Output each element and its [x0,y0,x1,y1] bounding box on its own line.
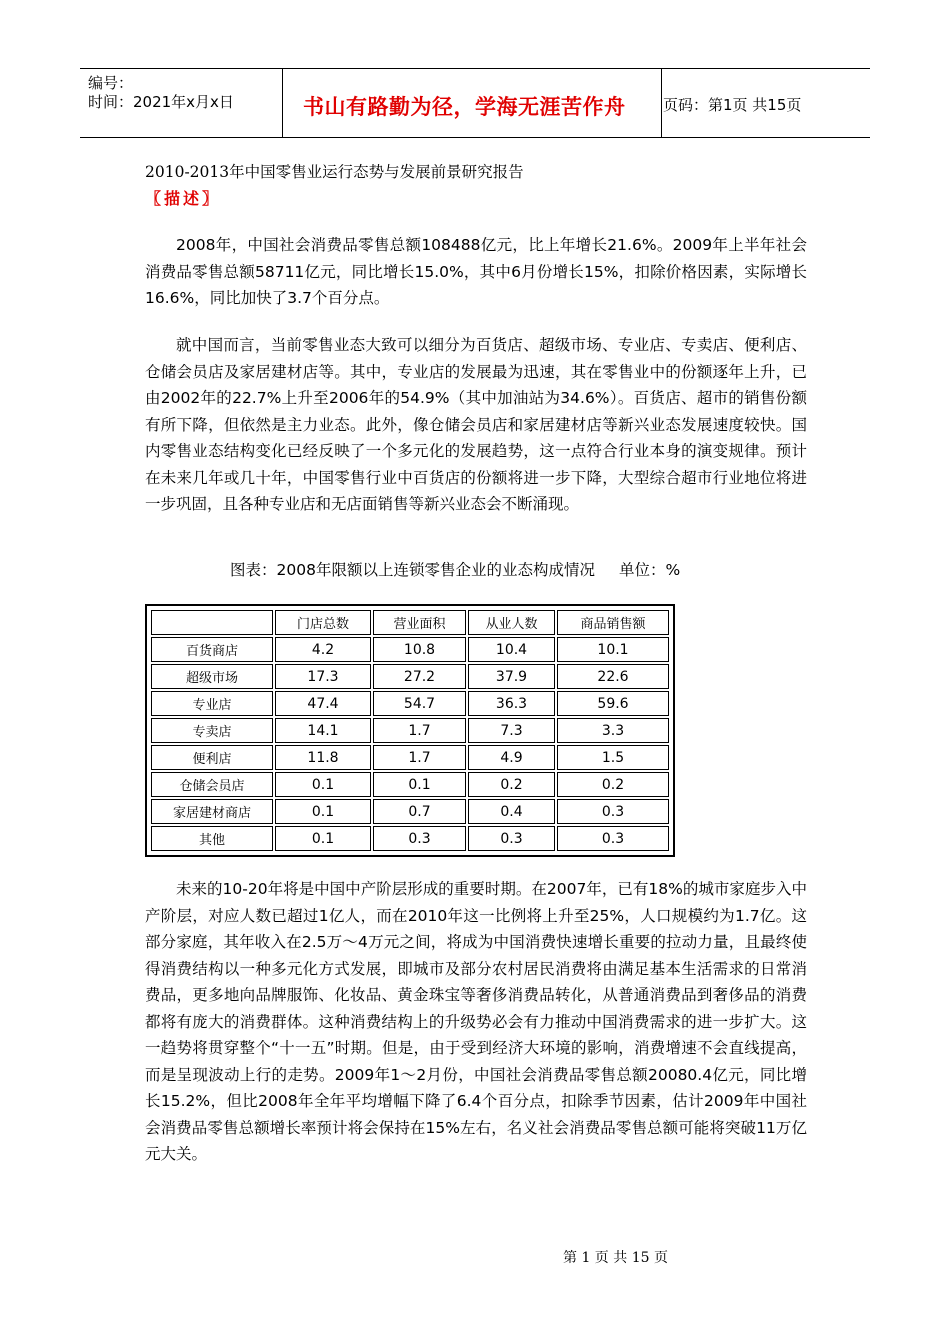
table-caption [230,558,680,580]
data-table-frame [145,604,675,857]
value-cell: 27.2 [373,664,466,689]
column-header: 营业面积 [373,610,466,635]
column-header [151,610,273,635]
value-cell: 0.2 [557,772,669,797]
table-row [151,826,669,851]
value-cell: 7.3 [468,718,555,743]
value-cell: 0.7 [373,799,466,824]
header-page-cell [663,69,870,137]
section-label: 〖描述〗 [145,189,222,208]
value-cell: 0.1 [373,772,466,797]
paragraph: 未来的10-20年将是中国中产阶层形成的重要时期。在2007年，已有18%的城市家庭步入中产阶层，对应人数已超过1亿人，而在2010年这一比例将上升至25%，人口规模约为1.7亿。这部分家庭，其年收入在2.5万～4万元之间，将成为中国消费快速增长重要的拉动力量，且最终使得消费结构以一种多元化方式发展，即城市及部分农村居民消费将由满足基本生活需求的日常消费品，更多地向品牌服饰、化妆品、黄金珠宝等奢侈消费品转化，从普通消费品到奢侈品的消费都将有庞大的消费群体。这种消费结构上的升级势必会有力推动中国消费需求的进一步扩大。这一趋势将贯穿整个“十一五”时期。但是，由于受到经济大环境的影响，消费增速不会直线提高，而是呈现波动上行的走势。2009年1～2月份，中国社会消费品零售总额20080.4亿元，同比增长15.2%，但比2008年全年平均增幅下降了6.4个百分点，扣除季节因素，估计2009年中国社会消费品零售总额增长率预计将会保持在15%左右，名义社会消费品零售总额可能将突破11万亿元大关。 [145,880,807,1163]
value-cell: 14.1 [275,718,371,743]
value-cell: 4.2 [275,637,371,662]
time-label: 时间：2021年x月x日 [88,93,234,111]
value-cell: 36.3 [468,691,555,716]
serial-label: 编号： [88,74,134,92]
table-row [151,664,669,689]
value-cell: 54.7 [373,691,466,716]
paragraph: 2008年，中国社会消费品零售总额108488亿元，比上年增长21.6%。2009年上半年社会消费品零售总额58711亿元，同比增长15.0%，其中6月份增长15%，扣除价格因素，实际增长16.6%，同比加快了3.7个百分点。 [145,236,807,307]
header-motto: 书山有路勤为径，学海无涯苦作舟 [303,95,626,119]
value-cell: 3.3 [557,718,669,743]
page-footer: 第 1 页 共 15 页 [563,1250,668,1266]
value-cell: 47.4 [275,691,371,716]
row-label-cell: 便利店 [151,745,273,770]
value-cell: 0.2 [468,772,555,797]
value-cell: 4.9 [468,745,555,770]
header-meta-cell [80,69,283,137]
value-cell: 17.3 [275,664,371,689]
paragraph: 就中国而言，当前零售业态大致可以细分为百货店、超级市场、专业店、专卖店、便利店、仓储会员店及家居建材店等。其中，专业店的发展最为迅速，其在零售业中的份额逐年上升，已由2002年的22.7%上升至2006年的54.9%（其中加油站为34.6%）。百货店、超市的销售份额有所下降，但依然是主力业态。此外，像仓储会员店和家居建材店等新兴业态发展速度较快。国内零售业态结构变化已经反映了一个多元化的发展趋势，这一点符合行业本身的演变规律。预计在未来几年或几十年，中国零售行业中百货店的份额将进一步下降，大型综合超市行业地位将进一步巩固，且各种专业店和无店面销售等新兴业态会不断涌现。 [145,336,807,513]
value-cell: 0.3 [373,826,466,851]
value-cell: 0.1 [275,772,371,797]
value-cell: 0.3 [557,826,669,851]
document-title: 2010-2013年中国零售业运行态势与发展前景研究报告 [145,163,524,181]
value-cell: 1.7 [373,745,466,770]
column-header: 从业人数 [468,610,555,635]
row-label-cell: 其他 [151,826,273,851]
value-cell: 10.8 [373,637,466,662]
table-row [151,691,669,716]
value-cell: 11.8 [275,745,371,770]
value-cell: 10.1 [557,637,669,662]
table-row [151,745,669,770]
row-label-cell: 专卖店 [151,718,273,743]
table-row [151,718,669,743]
column-header: 门店总数 [275,610,371,635]
table-row [151,799,669,824]
value-cell: 0.1 [275,799,371,824]
column-header: 商品销售额 [557,610,669,635]
table-body [151,637,669,851]
row-label-cell: 百货商店 [151,637,273,662]
value-cell: 10.4 [468,637,555,662]
value-cell: 0.3 [468,826,555,851]
value-cell: 1.7 [373,718,466,743]
row-label-cell: 仓储会员店 [151,772,273,797]
row-label-cell: 超级市场 [151,664,273,689]
value-cell: 0.3 [557,799,669,824]
value-cell: 0.1 [275,826,371,851]
table-row [151,772,669,797]
page-header [80,68,870,138]
value-cell: 37.9 [468,664,555,689]
data-table [149,608,671,853]
table-header-row [151,610,669,635]
value-cell: 0.4 [468,799,555,824]
row-label-cell: 家居建材商店 [151,799,273,824]
value-cell: 22.6 [557,664,669,689]
table-unit: 单位：% [618,561,681,579]
row-label-cell: 专业店 [151,691,273,716]
table-row [151,637,669,662]
value-cell: 59.6 [557,691,669,716]
table-caption-text: 图表：2008年限额以上连锁零售企业的业态构成情况 [230,561,595,579]
value-cell: 1.5 [557,745,669,770]
header-page-info: 页码：第1页 共15页 [663,96,802,114]
header-motto-cell [283,69,662,137]
